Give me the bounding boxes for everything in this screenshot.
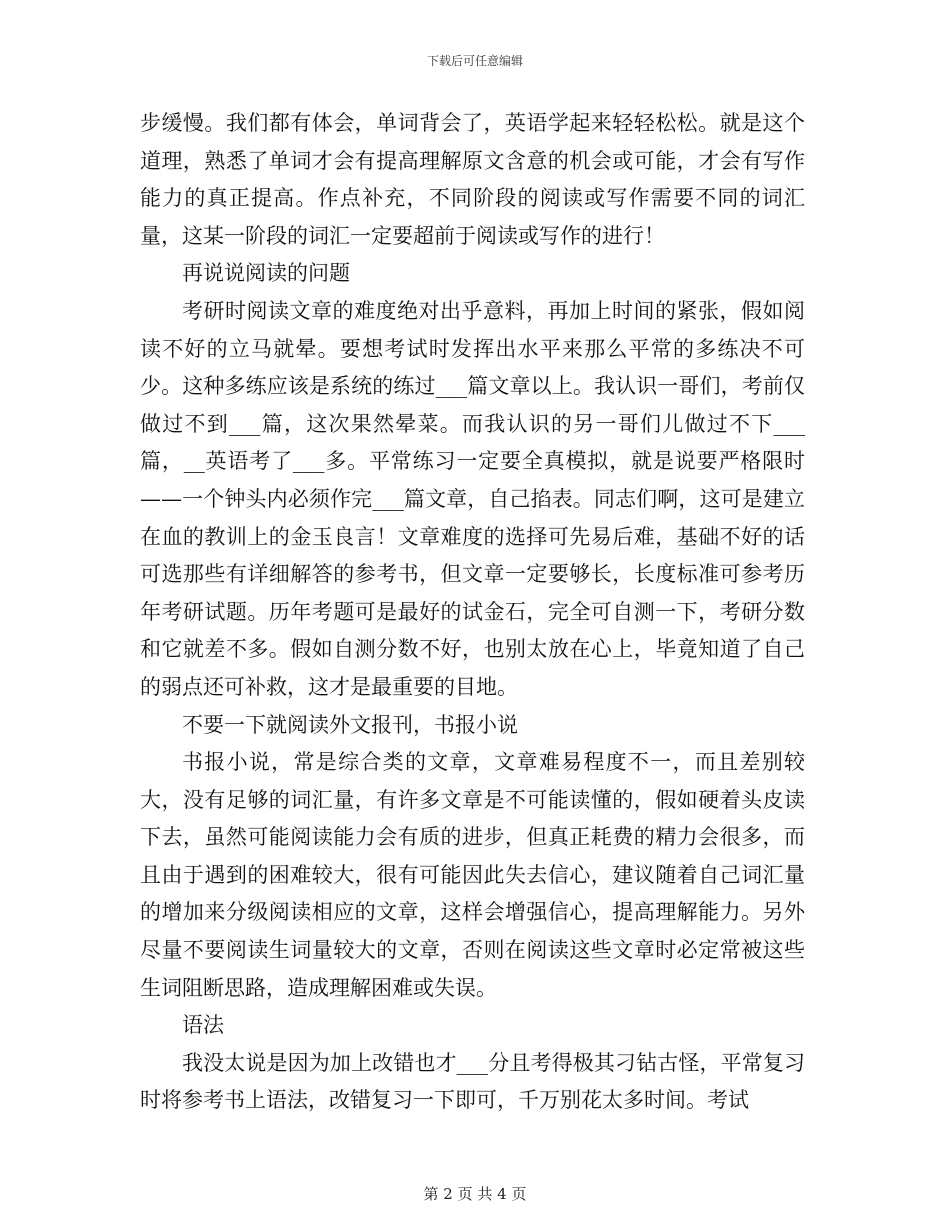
paragraph-grammar: 我没太说是因为加上改错也才___分且考得极其刁钻古怪，平常复习时将参考书上语法，改错复习一下即可，千万别花太多时间。考试 <box>140 1050 805 1113</box>
paragraph-continuation: 步缓慢。我们都有体会，单词背会了，英语学起来轻轻松松。就是这个道理，熟悉了单词才会有提高理解原文含意的机会或可能，才会有写作能力的真正提高。作点补充，不同阶段的阅读或写作需要不同的词汇量，这某一阶段的词汇一定要超前于阅读或写作的进行！ <box>140 111 805 248</box>
paragraph-reading-practice: 考研时阅读文章的难度绝对出乎意料，再加上时间的紧张，假如阅读不好的立马就晕。要想考试时发挥出水平来那么平常的多练决不可少。这种多练应该是系统的练过___篇文章以上。我认识一哥们，考前仅做过不到___篇，这次果然晕菜。而我认识的另一哥们儿做过不下___篇，__英语考了___多。平常练习一定要全真模拟，就是说要严格限时——一个钟头内必须作完___篇文章，自己掐表。同志们啊，这可是建立在血的教训上的金玉良言！文章难度的选择可先易后难，基础不好的话可选那些有详细解答的参考书，但文章一定要够长，长度标准可参考历年考研试题。历年考题可是最好的试金石，完全可自测一下，考研分数和它就差不多。假如自测分数不好，也别太放在心上，毕竟知道了自己的弱点还可补救，这才是最重要的目地。 <box>140 298 805 699</box>
paragraph-foreign-press: 书报小说，常是综合类的文章，文章难易程度不一，而且差别较大，没有足够的词汇量，有许多文章是不可能读懂的，假如硬着头皮读下去，虽然可能阅读能力会有质的进步，但真正耗费的精力会很多，而且由于遇到的困难较大，很有可能因此失去信心，建议随着自己词汇量的增加来分级阅读相应的文章，这样会增强信心，提高理解能力。另外尽量不要阅读生词量较大的文章，否则在阅读这些文章时必定常被这些生词阻断思路，造成理解困难或失误。 <box>140 750 805 1000</box>
section-heading-grammar: 语法 <box>182 1013 224 1038</box>
page-number: 第 2 页 共 4 页 <box>423 1185 527 1203</box>
page-header: 下载后可任意编辑 <box>426 54 523 68</box>
document-body <box>140 105 805 1120</box>
section-heading-foreign-press: 不要一下就阅读外文报刊，书报小说 <box>182 712 518 737</box>
section-heading-reading: 再说说阅读的问题 <box>182 261 350 286</box>
